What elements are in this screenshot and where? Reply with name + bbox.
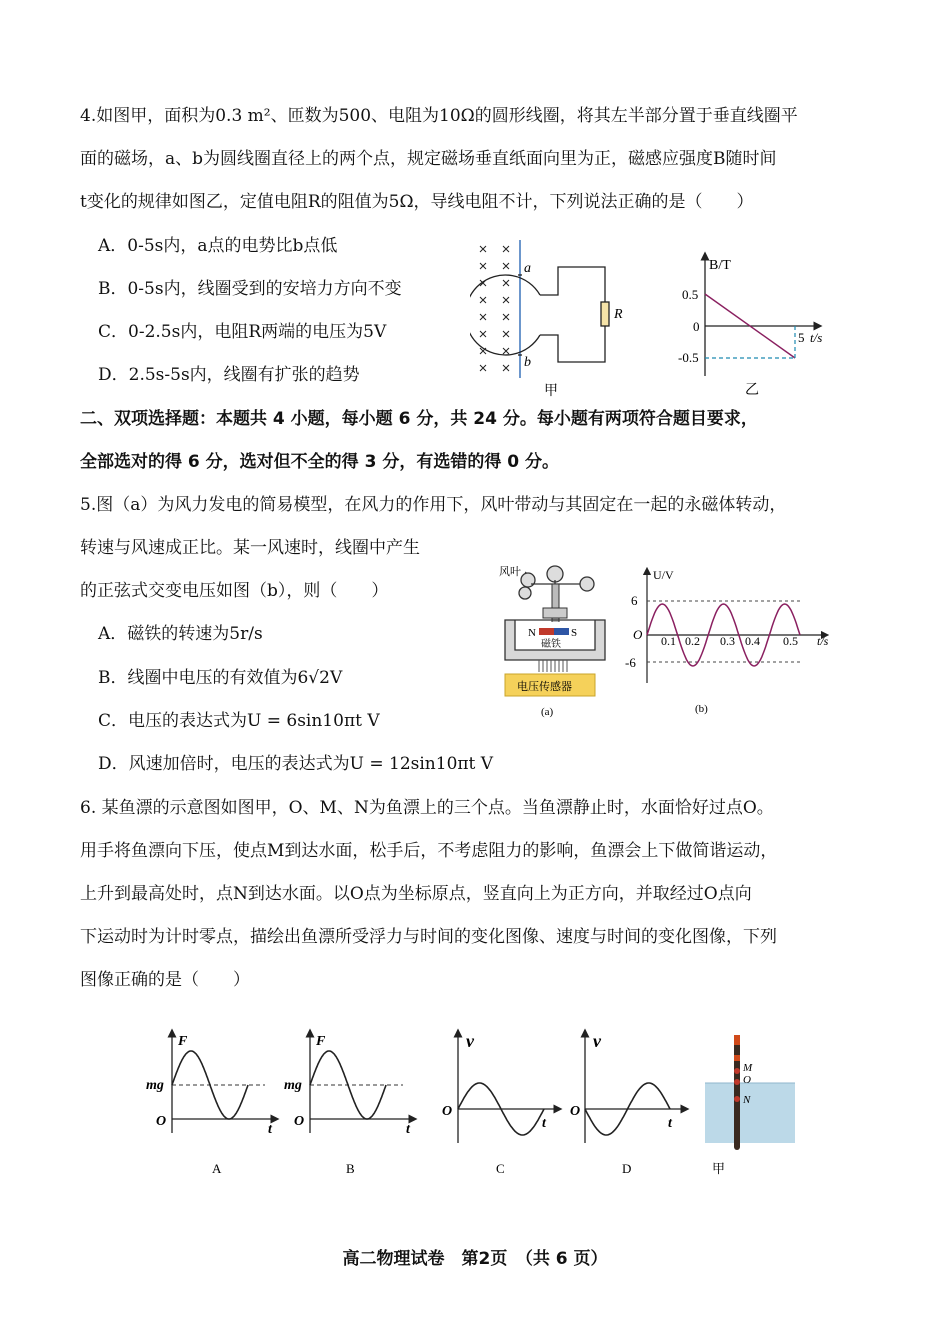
svg-text:F: F — [316, 1034, 326, 1049]
coil-wire — [540, 267, 605, 362]
svg-text:O: O — [156, 1114, 167, 1129]
svg-text:M: M — [743, 1062, 753, 1074]
resistor-r — [601, 302, 609, 326]
tick-neg-0-5: -0.5 — [678, 350, 699, 365]
svg-text:t: t — [542, 1116, 546, 1131]
q5-figure-b — [625, 565, 840, 725]
svg-text:O: O — [570, 1104, 581, 1119]
caption-jia: 甲 — [544, 384, 558, 399]
section2-heading-line-2: 全部选对的得 6 分，选对但不全的得 3 分，有选错的得 0 分。 — [80, 452, 559, 472]
svg-text:v: v — [466, 1031, 474, 1051]
label-b: b — [524, 355, 531, 370]
q5-option-a: A．磁铁的转速为5r/s — [98, 624, 263, 644]
q6-text-line-2: 用手将鱼漂向下压，使点M到达水面，松手后，不考虑阻力的影响，鱼漂会上下做简谐运动， — [80, 841, 778, 861]
tick-0-5: 0.5 — [783, 634, 798, 648]
section2-heading-line-1: 二、双项选择题：本题共 4 小题，每小题 6 分，共 24 分。每小题有两项符合题目要求， — [80, 409, 758, 429]
q6-text-line-4: 下运动时为计时零点，描绘出鱼漂所受浮力与时间的变化图像、速度与时间的变化图像，下列 — [80, 927, 777, 947]
tick-6: 6 — [631, 593, 638, 608]
tick-5: 5 — [798, 330, 805, 345]
svg-text:mg: mg — [284, 1078, 302, 1093]
svg-text:v: v — [593, 1031, 601, 1051]
tick-0-1: 0.1 — [661, 634, 676, 648]
xlabel-t: t/s — [810, 330, 823, 345]
label-r: R — [614, 307, 623, 322]
q4-figure-yi — [670, 250, 830, 400]
svg-text:O: O — [743, 1074, 751, 1086]
graph-c — [442, 1031, 558, 1176]
q4-option-a: A．0-5s内，a点的电势比b点低 — [98, 236, 338, 256]
point-o — [734, 1079, 740, 1085]
ylabel-u: U/V — [653, 568, 674, 582]
origin-o: O — [633, 627, 643, 642]
coil-windings — [539, 660, 567, 672]
svg-text:O: O — [442, 1104, 453, 1119]
q4-option-b: B．0-5s内，线圈受到的安培力方向不变 — [98, 279, 402, 299]
tick-0-2: 0.2 — [685, 634, 700, 648]
q5-text-line-1: 5.图（a）为风力发电的简易模型，在风力的作用下，风叶带动与其固定在一起的永磁体转动， — [80, 495, 787, 515]
svg-text:t: t — [268, 1122, 272, 1137]
magnet-s — [554, 628, 569, 635]
caption-a: (a) — [541, 706, 554, 718]
svg-text:mg: mg — [146, 1078, 164, 1093]
svg-text:A: A — [212, 1161, 222, 1176]
tick-0-5: 0.5 — [682, 287, 699, 302]
page-footer: 高二物理试卷 第2页 （共 6 页） — [342, 1249, 608, 1269]
label-s: S — [571, 627, 578, 639]
q6-text-line-1: 6. 某鱼漂的示意图如图甲，O、M、N为鱼漂上的三个点。当鱼漂静止时，水面恰好过点O。 — [80, 798, 774, 818]
q5-text-line-2: 转速与风速成正比。某一风速时，线圈中产生 — [80, 538, 420, 558]
q5-text-line-3: 的正弦式交变电压如图（b），则（ ） — [80, 581, 389, 601]
graph-a — [146, 1033, 275, 1176]
q5-figure-a — [495, 560, 620, 720]
svg-text:t: t — [406, 1122, 410, 1137]
tick-0-3: 0.3 — [720, 634, 735, 648]
label-n: N — [528, 627, 536, 639]
label-fengye: 风叶 — [499, 566, 521, 578]
ylabel-b: B/T — [709, 258, 731, 273]
q4-option-c: C．0-2.5s内，电阻R两端的电压为5V — [98, 322, 387, 342]
q5-option-d: D．风速加倍时，电压的表达式为U = 12sin10πt V — [98, 754, 494, 774]
caption-yi: 乙 — [745, 383, 759, 398]
svg-text:O: O — [294, 1114, 305, 1129]
q4-figure-jia — [470, 240, 650, 400]
tick-0-4: 0.4 — [745, 634, 760, 648]
fishing-float-figure — [705, 1035, 795, 1176]
q6-text-line-3: 上升到最高处时，点N到达水面。以O点为坐标原点，竖直向上为正方向，并取经过O点向 — [80, 884, 752, 904]
q4-option-d: D．2.5s-5s内，线圈有扩张的趋势 — [98, 365, 360, 385]
label-a: a — [524, 261, 531, 276]
q4-text-line-3: t变化的规律如图乙，定值电阻R的阻值为5Ω，导线电阻不计，下列说法正确的是（ ） — [80, 192, 754, 212]
svg-text:N: N — [743, 1094, 751, 1106]
svg-text:甲: 甲 — [712, 1161, 726, 1176]
svg-text:t: t — [668, 1116, 672, 1131]
graph-d — [570, 1031, 685, 1176]
svg-text:C: C — [496, 1161, 505, 1176]
tick-0: 0 — [693, 319, 700, 334]
q4-text-line-2: 面的磁场，a、b为圆线圈直径上的两个点，规定磁场垂直纸面向里为正，磁感应强度B随时间 — [80, 149, 777, 169]
graph-b — [284, 1033, 413, 1176]
q6-figures — [130, 1025, 810, 1185]
point-n — [734, 1096, 740, 1102]
q5-option-b: B．线圈中电压的有效值为6√2V — [98, 668, 343, 688]
xlabel-t: t/s — [817, 634, 829, 648]
label-sensor: 电压传感器 — [517, 681, 572, 693]
magnetic-field-crosses — [480, 246, 509, 371]
caption-b: (b) — [695, 703, 708, 715]
svg-text:D: D — [622, 1161, 632, 1176]
point-m — [734, 1068, 740, 1074]
q5-option-c: C．电压的表达式为U = 6sin10πt V — [98, 711, 380, 731]
svg-text:F: F — [178, 1034, 188, 1049]
magnet-n — [539, 628, 554, 635]
q6-text-line-5: 图像正确的是（ ） — [80, 970, 250, 990]
svg-text:B: B — [346, 1161, 355, 1176]
q4-text-line-1: 4.如图甲，面积为0.3 m²、匝数为500、电阻为10Ω的圆形线圈，将其左半部分置于垂直线圈平 — [80, 106, 798, 126]
label-citie: 磁铁 — [541, 639, 561, 650]
tick-neg-6: -6 — [625, 655, 636, 670]
